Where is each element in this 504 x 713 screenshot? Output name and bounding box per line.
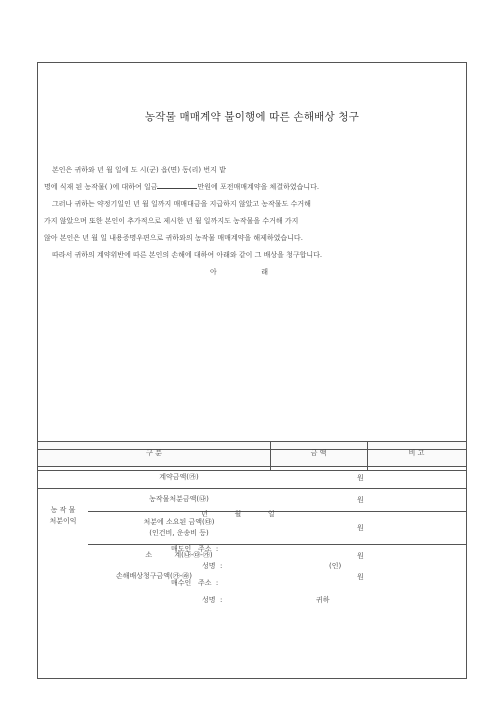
- row-disposal-label: 농작물처분금액(㉯): [149, 495, 209, 503]
- row-claim-unit: 원: [357, 573, 364, 581]
- header-amount: 금 액: [310, 449, 327, 457]
- row-cost-label-line-1: 처분에 소요된 금액(㉰): [143, 517, 215, 526]
- group-label-line-2: 처분이익: [49, 517, 77, 525]
- row-contract-unit: 원: [357, 474, 364, 482]
- row-subtotal-unit: 원: [357, 552, 364, 560]
- paragraph-line-2: [44, 179, 464, 196]
- seller-address-label: 매도인 주소 :: [171, 545, 219, 553]
- header-note: 비 고: [408, 449, 425, 457]
- document-frame: [37, 62, 467, 679]
- document-title: 농작물 매매계약 불이행에 따른 손해배상 청구: [144, 111, 360, 123]
- row-claim-label: 손해배상청구금액(㉮-㉱): [115, 571, 193, 580]
- seller-name-label: 성명 :: [202, 562, 223, 570]
- buyer-name-label: 성명 :: [202, 596, 223, 604]
- paragraph-line-1: 본인은 귀하와 년 월 일에 도 시(군) 읍(면) 동(리) 번지 밭: [52, 166, 226, 174]
- paragraph-line-2a: 명에 식재 된 농작물( )에 대하여 일금: [44, 183, 158, 191]
- paragraph-line-6: 따라서 귀하의 계약위반에 따른 본인의 손해에 대하여 아래와 같이 그 배상을 청구합니다.: [52, 251, 323, 259]
- paragraph-line-5: 않아 본인은 년 월 일 내용증명우편으로 귀하와의 농작물 매매계약을 해제하였습니다.: [44, 234, 303, 242]
- row-subtotal-label: 소 계(㉯-㉰-㉮): [145, 550, 213, 559]
- row-cost-label-line-2: (인건비, 운송비 등): [149, 528, 209, 537]
- date-line: 년 월 일: [201, 510, 275, 518]
- header-category: 구 분: [146, 449, 162, 457]
- buyer-address-label: 매수인 주소 :: [171, 579, 219, 587]
- paragraph-line-2b: 만원에 포전매매계약을 체결하였습니다.: [197, 183, 320, 191]
- row-cost-unit: 원: [357, 524, 364, 532]
- paragraph-line-3: 그러나 귀하는 약정기일인 년 월 일까지 매매대금을 지급하지 않았고 농작물도 수거해: [52, 200, 311, 208]
- row-disposal-unit: 원: [357, 496, 364, 504]
- seal-mark: (인): [329, 562, 342, 570]
- paragraph-line-4: 가지 않았으며 또한 본인이 추가적으로 제시한 년 월 일까지도 농작물을 수거해 가지: [44, 217, 299, 225]
- group-label-line-1: 농 작 물: [50, 506, 76, 514]
- group-label: [38, 488, 88, 544]
- amount-blank: [157, 181, 197, 189]
- recipient-label: 귀하: [316, 596, 330, 604]
- row-contract-label: 계약금액(㉮): [159, 472, 199, 481]
- below-label: 아 래: [210, 268, 269, 276]
